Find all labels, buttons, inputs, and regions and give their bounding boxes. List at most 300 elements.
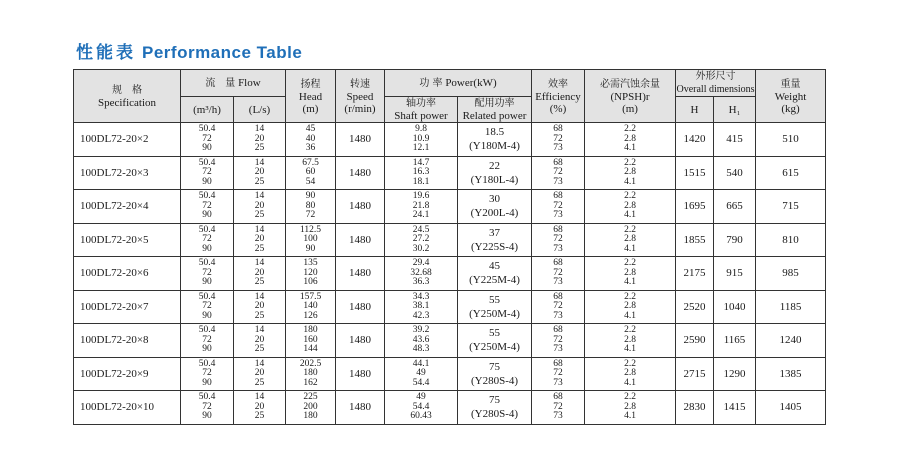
flow-ls-cell	[234, 324, 286, 358]
motor-model: (Y250M-4)	[469, 307, 520, 320]
efficiency-cell	[532, 190, 585, 224]
flow-m3h-cell-value: 90	[202, 243, 212, 254]
spec-cell: 100DL72-20×9	[74, 357, 181, 391]
efficiency-cell-value: 68	[553, 124, 563, 134]
flow-ls-cell-value: 25	[254, 277, 265, 287]
shaft-power-cell	[385, 257, 458, 291]
flow-ls-cell	[234, 257, 286, 291]
flow-ls-cell-value: 20	[254, 234, 265, 244]
flow-m3h-cell	[181, 290, 234, 324]
shaft-power-cell	[385, 123, 458, 157]
table-row	[74, 324, 826, 358]
head-cell-value: 80	[305, 200, 316, 211]
shaft-power-cell-value: 60.43	[410, 411, 432, 421]
efficiency-cell	[532, 123, 585, 157]
head-cell-value: 202.5	[299, 358, 322, 369]
performance-table	[73, 69, 826, 425]
head-cell-value: 140	[303, 301, 318, 311]
shaft-power-cell-value: 16.3	[412, 167, 430, 177]
speed-header: 转速 Speed (r/min)	[336, 70, 385, 123]
flow-m3h-cell-value: 90	[202, 344, 212, 354]
efficiency-cell-value: 68	[553, 358, 563, 369]
flow-ls-cell	[234, 123, 286, 157]
shaft-power-cell-value: 21.8	[412, 200, 430, 211]
shaft-power-cell-value: 24.1	[412, 210, 430, 220]
dim-h-cell: 2175	[676, 257, 714, 291]
flow-ls-cell-value: 14	[254, 224, 265, 235]
motor-model: (Y280S-4)	[470, 408, 519, 421]
flow-unit-ls: (L/s)	[234, 97, 286, 123]
npsh-cell-value: 4.1	[624, 176, 636, 187]
spec-cell: 100DL72-20×5	[74, 223, 181, 257]
shaft-power-cell-value: 10.9	[412, 133, 430, 144]
npsh-cell-value: 2.2	[624, 191, 636, 201]
npsh-cell-value: 2.8	[624, 368, 636, 378]
flow-unit-m3h: (m³/h)	[181, 97, 234, 123]
related-power-cell	[458, 290, 532, 324]
flow-m3h-cell-value: 90	[202, 411, 212, 421]
shaft-power-cell-value: 54.4	[412, 401, 430, 412]
shaft-power-cell	[385, 357, 458, 391]
head-cell-value: 126	[303, 310, 318, 321]
head-cell-value: 225	[303, 392, 318, 402]
head-cell-value: 106	[303, 277, 318, 287]
npsh-cell-value: 2.2	[624, 258, 636, 268]
shaft-power-cell-value: 30.2	[412, 243, 430, 254]
dim-h1-cell: 1290	[714, 357, 756, 391]
flow-ls-cell-value: 20	[254, 401, 265, 412]
npsh-cell	[585, 391, 676, 425]
speed-cell: 1480	[336, 324, 385, 358]
shaft-power-cell-value: 27.2	[412, 234, 430, 244]
flow-m3h-cell-value: 72	[202, 301, 212, 311]
flow-ls-cell-value: 14	[254, 392, 265, 402]
title-zh: 性能表	[76, 43, 136, 62]
speed-cell: 1480	[336, 357, 385, 391]
efficiency-cell-value: 73	[553, 176, 563, 187]
efficiency-cell	[532, 290, 585, 324]
npsh-cell	[585, 190, 676, 224]
head-cell-value: 90	[305, 191, 316, 201]
head-cell	[286, 324, 336, 358]
motor-model: (Y180L-4)	[470, 173, 519, 186]
efficiency-cell	[532, 223, 585, 257]
flow-m3h-cell-value: 72	[202, 200, 212, 211]
flow-m3h-cell-value: 90	[202, 277, 212, 287]
related-power-cell	[458, 391, 532, 425]
head-cell	[286, 391, 336, 425]
flow-m3h-cell-value: 50.4	[198, 392, 216, 402]
npsh-cell-value: 2.8	[624, 301, 636, 311]
npsh-cell-value: 4.1	[624, 411, 636, 421]
dim-h1-cell: 540	[714, 156, 756, 190]
npsh-cell-value: 2.2	[624, 124, 636, 134]
shaft-power-cell-value: 18.1	[412, 176, 430, 187]
table-row	[74, 391, 826, 425]
head-cell-value: 112.5	[299, 224, 322, 235]
table-header	[74, 70, 826, 123]
flow-ls-cell-value: 25	[254, 344, 265, 354]
flow-ls-cell-value: 20	[254, 200, 265, 211]
head-cell-value: 67.5	[302, 157, 319, 168]
related-power-kw: 45	[489, 260, 500, 273]
efficiency-cell-value: 68	[553, 291, 563, 302]
spec-cell: 100DL72-20×7	[74, 290, 181, 324]
table-row	[74, 190, 826, 224]
shaft-power-cell-value: 44.1	[412, 358, 430, 369]
flow-ls-cell-value: 14	[254, 358, 265, 369]
related-power-kw: 18.5	[484, 126, 505, 139]
flow-ls-cell-value: 14	[254, 258, 265, 268]
flow-ls-cell-value: 25	[254, 243, 265, 254]
shaft-power-cell-value: 34.3	[412, 291, 430, 302]
flow-m3h-cell-value: 50.4	[198, 224, 216, 235]
dim-h-cell: 1855	[676, 223, 714, 257]
flow-ls-cell-value: 14	[254, 124, 265, 134]
head-cell-value: 72	[305, 210, 316, 220]
head-cell	[286, 357, 336, 391]
motor-model: (Y225M-4)	[469, 274, 520, 287]
table-row	[74, 357, 826, 391]
npsh-cell-value: 2.2	[624, 392, 636, 402]
npsh-cell-value: 2.8	[624, 133, 636, 144]
shaft-power-cell-value: 38.1	[412, 301, 430, 311]
head-cell	[286, 223, 336, 257]
npsh-cell	[585, 156, 676, 190]
efficiency-cell-value: 72	[553, 267, 563, 278]
head-cell-value: 157.5	[299, 291, 322, 302]
flow-ls-cell	[234, 391, 286, 425]
flow-ls-cell-value: 20	[254, 133, 265, 144]
flow-ls-cell-value: 25	[254, 310, 265, 321]
efficiency-cell-value: 68	[553, 157, 563, 168]
efficiency-cell-value: 73	[553, 277, 563, 287]
dim-h1-cell: 915	[714, 257, 756, 291]
npsh-cell-value: 4.1	[624, 377, 636, 388]
dim-h-cell: 1420	[676, 123, 714, 157]
efficiency-cell-value: 73	[553, 344, 563, 354]
flow-ls-cell-value: 25	[254, 411, 265, 421]
head-cell-value: 90	[305, 243, 316, 254]
related-power-cell	[458, 123, 532, 157]
flow-m3h-cell	[181, 257, 234, 291]
shaft-power-cell-value: 49	[416, 368, 426, 378]
related-power-cell	[458, 324, 532, 358]
shaft-power-cell-value: 12.1	[412, 143, 430, 153]
speed-cell: 1480	[336, 123, 385, 157]
flow-ls-cell-value: 14	[254, 191, 265, 201]
npsh-cell-value: 4.1	[624, 344, 636, 354]
head-cell-value: 36	[305, 143, 316, 153]
related-power-cell	[458, 156, 532, 190]
head-cell	[286, 257, 336, 291]
efficiency-cell-value: 72	[553, 401, 563, 412]
head-cell	[286, 190, 336, 224]
npsh-cell-value: 4.1	[624, 210, 636, 220]
dim-h1-cell: 1415	[714, 391, 756, 425]
efficiency-cell-value: 72	[553, 167, 563, 177]
efficiency-cell-value: 72	[553, 200, 563, 211]
npsh-cell	[585, 324, 676, 358]
related-power-kw: 75	[489, 360, 500, 373]
npsh-cell-value: 2.8	[624, 267, 636, 278]
head-cell-value: 45	[305, 124, 316, 134]
flow-m3h-cell	[181, 190, 234, 224]
shaft-power-cell-value: 43.6	[412, 334, 430, 345]
head-header: 扬程 Head (m)	[286, 70, 336, 123]
flow-ls-cell	[234, 190, 286, 224]
efficiency-header: 效率 Efficiency (%)	[532, 70, 585, 123]
efficiency-cell	[532, 391, 585, 425]
spec-cell: 100DL72-20×3	[74, 156, 181, 190]
flow-ls-cell	[234, 223, 286, 257]
weight-cell: 810	[756, 223, 826, 257]
head-cell-value: 120	[303, 267, 318, 278]
head-cell-value: 180	[303, 411, 318, 421]
npsh-cell-value: 2.2	[624, 325, 636, 335]
speed-cell: 1480	[336, 156, 385, 190]
npsh-cell-value: 2.2	[624, 358, 636, 369]
npsh-cell-value: 2.2	[624, 157, 636, 168]
dimensions-header: 外形尺寸 Overall dimensions	[676, 71, 755, 95]
dim-h-cell: 1695	[676, 190, 714, 224]
related-power-header: 配用功率 Related power	[458, 97, 532, 123]
flow-ls-cell-value: 25	[254, 143, 265, 153]
flow-m3h-cell-value: 72	[202, 234, 212, 244]
weight-cell: 1240	[756, 324, 826, 358]
related-power-kw: 37	[489, 226, 500, 239]
weight-cell: 1185	[756, 290, 826, 324]
head-cell	[286, 123, 336, 157]
head-cell-value: 135	[303, 258, 318, 268]
flow-m3h-cell-value: 50.4	[198, 325, 216, 335]
dim-h1-cell: 1165	[714, 324, 756, 358]
npsh-cell-value: 4.1	[624, 310, 636, 321]
flow-ls-cell-value: 25	[254, 176, 265, 187]
dim-h1-cell: 415	[714, 123, 756, 157]
flow-m3h-cell	[181, 357, 234, 391]
flow-m3h-cell	[181, 324, 234, 358]
flow-ls-cell-value: 20	[254, 368, 265, 378]
table-row	[74, 123, 826, 157]
efficiency-cell-value: 73	[553, 210, 563, 220]
shaft-power-cell-value: 9.8	[415, 124, 427, 134]
flow-m3h-cell-value: 72	[202, 267, 212, 278]
weight-cell: 1385	[756, 357, 826, 391]
npsh-cell	[585, 223, 676, 257]
npsh-cell	[585, 290, 676, 324]
flow-m3h-cell-value: 50.4	[198, 124, 216, 134]
shaft-power-cell	[385, 156, 458, 190]
head-cell-value: 160	[303, 334, 318, 345]
flow-m3h-cell	[181, 123, 234, 157]
flow-ls-cell	[234, 290, 286, 324]
npsh-cell	[585, 123, 676, 157]
related-power-cell	[458, 223, 532, 257]
speed-cell: 1480	[336, 223, 385, 257]
npsh-cell-value: 2.8	[624, 200, 636, 211]
related-power-cell	[458, 257, 532, 291]
shaft-power-cell	[385, 290, 458, 324]
efficiency-cell-value: 73	[553, 243, 563, 254]
flow-ls-cell-value: 20	[254, 267, 265, 278]
flow-m3h-cell	[181, 391, 234, 425]
flow-ls-cell-value: 14	[254, 157, 265, 168]
motor-model: (Y200L-4)	[470, 207, 519, 220]
table-body	[74, 123, 826, 425]
dim-h-header: H	[676, 97, 714, 123]
flow-ls-cell	[234, 156, 286, 190]
spec-cell: 100DL72-20×8	[74, 324, 181, 358]
power-header: 功 率 Power(kW)	[385, 70, 532, 97]
efficiency-cell	[532, 257, 585, 291]
efficiency-cell-value: 68	[553, 392, 563, 402]
related-power-kw: 55	[489, 327, 500, 340]
efficiency-cell-value: 72	[553, 334, 563, 345]
efficiency-cell-value: 68	[553, 224, 563, 235]
npsh-cell-value: 4.1	[624, 277, 636, 287]
dim-h-cell: 2830	[676, 391, 714, 425]
table-row	[74, 223, 826, 257]
shaft-power-cell-value: 42.3	[412, 310, 430, 321]
speed-cell: 1480	[336, 190, 385, 224]
shaft-power-cell	[385, 190, 458, 224]
speed-cell: 1480	[336, 391, 385, 425]
table-row	[74, 257, 826, 291]
efficiency-cell-value: 73	[553, 143, 563, 153]
flow-m3h-cell-value: 90	[202, 310, 212, 321]
head-cell	[286, 156, 336, 190]
head-cell-value: 180	[303, 368, 318, 378]
related-power-cell	[458, 190, 532, 224]
flow-m3h-cell-value: 90	[202, 377, 212, 388]
flow-ls-cell-value: 14	[254, 325, 265, 335]
npsh-cell-value: 4.1	[624, 143, 636, 153]
motor-model: (Y180M-4)	[469, 140, 520, 153]
efficiency-cell-value: 73	[553, 411, 563, 421]
dim-h-cell: 2520	[676, 290, 714, 324]
motor-model: (Y225S-4)	[470, 240, 519, 253]
flow-m3h-cell-value: 72	[202, 167, 212, 177]
head-cell-value: 162	[303, 377, 318, 388]
flow-m3h-cell-value: 72	[202, 401, 212, 412]
efficiency-cell-value: 68	[553, 191, 563, 201]
flow-ls-cell-value: 14	[254, 291, 265, 302]
head-cell-value: 100	[303, 234, 318, 244]
head-cell	[286, 290, 336, 324]
speed-cell: 1480	[336, 257, 385, 291]
flow-m3h-cell-value: 50.4	[198, 258, 216, 268]
shaft-power-header: 轴功率 Shaft power	[385, 97, 458, 123]
flow-m3h-cell	[181, 223, 234, 257]
head-cell-value: 54	[305, 176, 316, 187]
shaft-power-cell-value: 29.4	[412, 258, 430, 268]
related-power-kw: 30	[489, 193, 500, 206]
head-cell-value: 180	[303, 325, 318, 335]
flow-header: 流 量 Flow	[181, 70, 286, 97]
dim-h-cell: 2715	[676, 357, 714, 391]
dim-h1-header: H₁	[714, 97, 756, 123]
head-cell-value: 40	[305, 133, 316, 144]
shaft-power-cell	[385, 223, 458, 257]
dim-h1-cell: 790	[714, 223, 756, 257]
flow-m3h-cell-value: 50.4	[198, 358, 216, 369]
spec-cell: 100DL72-20×6	[74, 257, 181, 291]
dim-h-cell: 1515	[676, 156, 714, 190]
title-en: Performance Table	[142, 43, 303, 62]
spec-header: 规 格 Specification	[74, 70, 181, 123]
flow-ls-cell-value: 20	[254, 167, 265, 177]
flow-m3h-cell-value: 50.4	[198, 291, 216, 302]
flow-m3h-cell	[181, 156, 234, 190]
spec-cell: 100DL72-20×10	[74, 391, 181, 425]
flow-ls-cell-value: 25	[254, 210, 265, 220]
dim-h1-cell: 665	[714, 190, 756, 224]
dim-h-cell: 2590	[676, 324, 714, 358]
flow-m3h-cell-value: 90	[202, 210, 212, 220]
efficiency-cell	[532, 324, 585, 358]
npsh-cell	[585, 357, 676, 391]
dim-h1-cell: 1040	[714, 290, 756, 324]
spec-cell: 100DL72-20×4	[74, 190, 181, 224]
flow-m3h-cell-value: 72	[202, 133, 212, 144]
flow-m3h-cell-value: 90	[202, 143, 212, 153]
npsh-cell-value: 2.8	[624, 167, 636, 177]
efficiency-cell-value: 73	[553, 377, 563, 388]
npsh-cell-value: 4.1	[624, 243, 636, 254]
npsh-cell-value: 2.8	[624, 401, 636, 412]
flow-ls-cell-value: 20	[254, 301, 265, 311]
flow-ls-cell	[234, 357, 286, 391]
flow-m3h-cell-value: 72	[202, 368, 212, 378]
flow-m3h-cell-value: 50.4	[198, 157, 216, 168]
weight-cell: 1405	[756, 391, 826, 425]
weight-cell: 985	[756, 257, 826, 291]
spec-cell: 100DL72-20×2	[74, 123, 181, 157]
efficiency-cell-value: 68	[553, 325, 563, 335]
shaft-power-cell-value: 36.3	[412, 277, 430, 287]
head-cell-value: 144	[303, 344, 318, 354]
efficiency-cell-value: 72	[553, 133, 563, 144]
weight-cell: 715	[756, 190, 826, 224]
weight-header: 重量 Weight (kg)	[756, 70, 826, 123]
motor-model: (Y250M-4)	[469, 341, 520, 354]
speed-cell: 1480	[336, 290, 385, 324]
efficiency-cell-value: 73	[553, 310, 563, 321]
shaft-power-cell-value: 32.68	[410, 267, 432, 278]
flow-m3h-cell-value: 50.4	[198, 191, 216, 201]
shaft-power-cell	[385, 324, 458, 358]
shaft-power-cell-value: 14.7	[412, 157, 430, 168]
related-power-kw: 75	[489, 394, 500, 407]
npsh-cell-value: 2.8	[624, 234, 636, 244]
shaft-power-cell-value: 39.2	[412, 325, 430, 335]
shaft-power-cell-value: 48.3	[412, 344, 430, 354]
head-cell-value: 200	[303, 401, 318, 412]
npsh-cell-value: 2.8	[624, 334, 636, 345]
shaft-power-cell-value: 19.6	[412, 191, 430, 201]
weight-cell: 615	[756, 156, 826, 190]
page-title	[76, 38, 302, 63]
efficiency-cell	[532, 357, 585, 391]
flow-m3h-cell-value: 90	[202, 176, 212, 187]
npsh-cell-value: 2.2	[624, 291, 636, 302]
table-row	[74, 290, 826, 324]
related-power-cell	[458, 357, 532, 391]
related-power-kw: 22	[489, 159, 500, 172]
efficiency-cell	[532, 156, 585, 190]
shaft-power-cell	[385, 391, 458, 425]
